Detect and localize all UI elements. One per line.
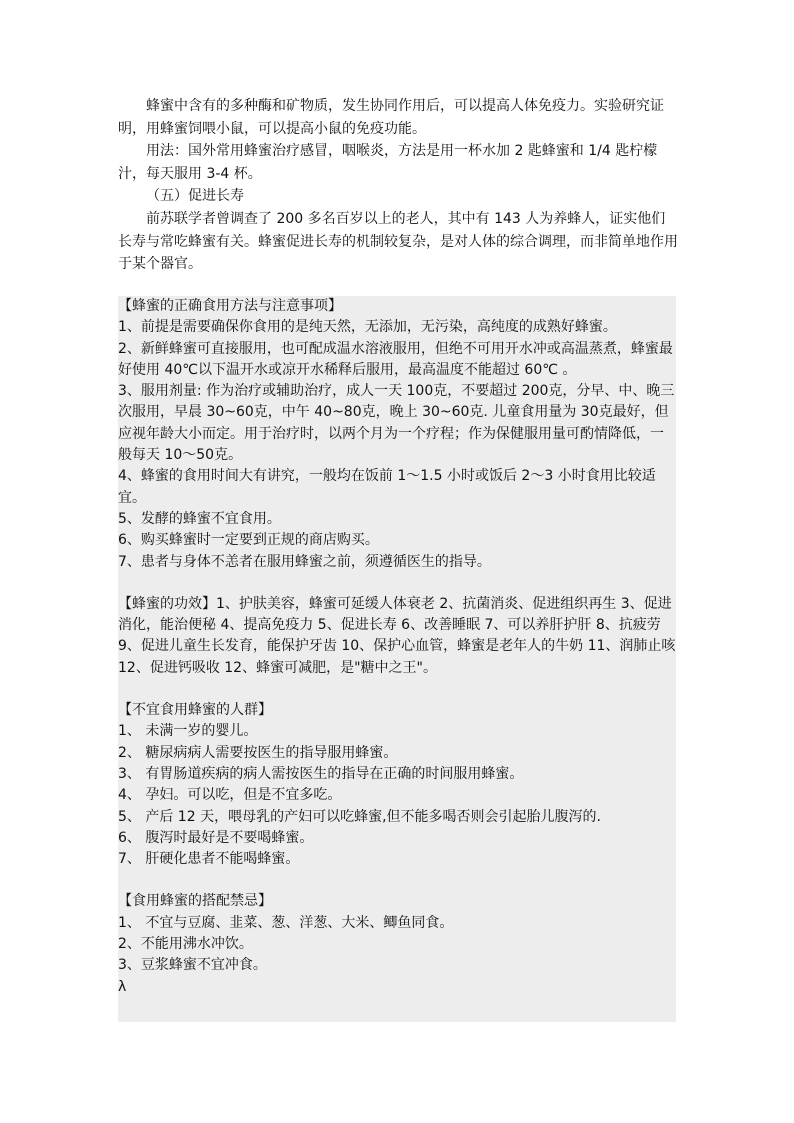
unsuitable-item: 2、 糖尿病病人需要按医生的指导服用蜂蜜。 [118, 744, 398, 761]
unsuitable-item: 5、 产后 12 天，喂母乳的产妇可以吃蜂蜜,但不能多喝否则会引起胎儿腹泻的. [118, 808, 601, 825]
effects-paragraph: 【蜂蜜的功效】1、护肤美容，蜂蜜可延缓人体衰老 2、抗菌消炎、促进组织再生 3、促进消化，能治便秘 4、提高免疫力 5、促进长寿 6、改善睡眠 7、可以养肝护肝 8、抗疲劳 9、促进儿童生长发育，能保护牙齿 10、保护心血管，蜂蜜是老年人的牛奶 11、润肺止咳 12、促进钙吸收 12、蜂蜜可减肥，是"糖中之王"。 [118, 595, 676, 676]
usage-item: 4、蜂蜜的食用时间大有讲究，一般均在饭前 1～1.5 小时或饭后 2～3 小时食用比较适宜。 [118, 468, 656, 506]
taboos-title: 【食用蜂蜜的搭配禁忌】 [118, 893, 272, 910]
spacer [118, 870, 676, 891]
intro-section [118, 95, 678, 276]
unsuitable-item: 4、 孕妇。可以吃，但是不宜多吃。 [118, 787, 342, 804]
spacer [118, 573, 676, 594]
usage-item: 6、购买蜂蜜时一定要到正规的商店购买。 [118, 532, 379, 549]
spacer [118, 679, 676, 700]
usage-item: 1、前提是需要确保你食用的是纯天然，无添加，无污染，高纯度的成熟好蜂蜜。 [118, 319, 617, 336]
usage-title: 【蜂蜜的正确食用方法与注意事项】 [118, 298, 342, 314]
unsuitable-item: 6、 腹泻时最好是不要喝蜂蜜。 [118, 829, 314, 846]
usage-item: 3、服用剂量: 作为治疗或辅助治疗，成人一天 100克，不要超过 200克，分早、中、晚三次服用，早晨 30~60克，中午 40~80克，晚上 30~60克. 儿童食用量为 30克最好，但应视年龄大小而定。用于治疗时，以两个月为一个疗程；作为保健服用量可酌情降低，一般每天 10～50克。 [118, 383, 675, 464]
unsuitable-title: 【不宜食用蜂蜜的人群】 [118, 702, 272, 719]
section-heading-longevity: （五）促进长寿 [146, 188, 244, 205]
unsuitable-item: 7、 肝硬化患者不能喝蜂蜜。 [118, 851, 300, 868]
usage-item: 7、患者与身体不恙者在服用蜂蜜之前，须遵循医生的指导。 [118, 553, 491, 570]
taboo-item: 1、 不宜与豆腐、韭菜、葱、洋葱、大米、鲫鱼同食。 [118, 914, 454, 931]
taboo-item: 2、不能用沸水冲饮。 [118, 936, 253, 953]
unsuitable-item: 1、 未满一岁的婴儿。 [118, 723, 258, 740]
unsuitable-item: 3、 有胃肠道疾病的病人需按医生的指导在正确的时间服用蜂蜜。 [118, 765, 524, 782]
stray-character: λ [118, 978, 127, 995]
usage-item: 2、新鲜蜂蜜可直接服用，也可配成温水溶液服用，但绝不可用开水冲或高温蒸煮，蜂蜜最好使用 40℃以下温开水或凉开水稀释后服用，最高温度不能超过 60℃ 。 [118, 340, 673, 378]
usage-item: 5、发酵的蜂蜜不宜食用。 [118, 510, 281, 527]
intro-paragraph-longevity: 前苏联学者曾调查了 200 多名百岁以上的老人，其中有 143 人为养蜂人，证实他们长寿与常吃蜂蜜有关。蜂蜜促进长寿的机制较复杂，是对人体的综合调理，而非简单地作用于某个器官。 [118, 210, 678, 273]
taboo-item: 3、豆浆蜂蜜不宜冲食。 [118, 957, 267, 974]
intro-paragraph-usage: 用法：国外常用蜂蜜治疗感冒，咽喉炎，方法是用一杯水加 2 匙蜂蜜和 1/4 匙柠檬汁，每天服用 3-4 杯。 [118, 143, 658, 182]
intro-paragraph-immunity: 蜂蜜中含有的多种酶和矿物质，发生协同作用后，可以提高人体免疫力。实验研究证明，用蜂蜜饲喂小鼠，可以提高小鼠的免疫功能。 [118, 98, 664, 137]
shaded-content-block [118, 296, 676, 1022]
